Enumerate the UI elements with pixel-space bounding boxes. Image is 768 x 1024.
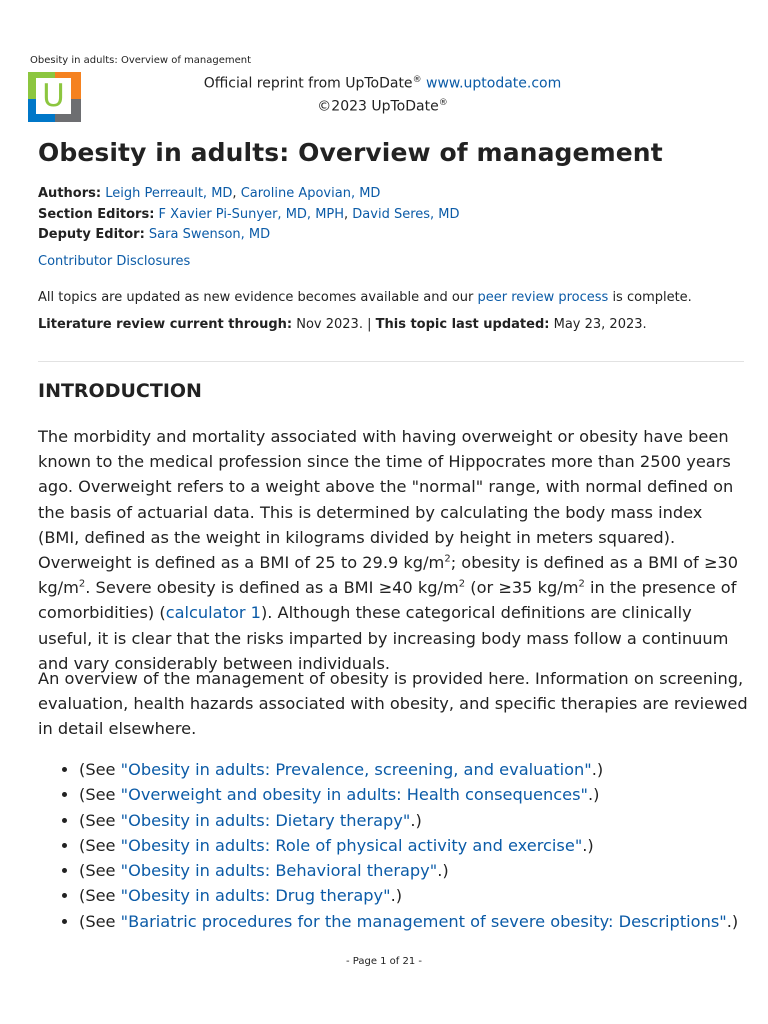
list-item: • (See "Obesity in adults: Dietary therapy".) (79, 808, 738, 833)
copyright-text: ©2023 UpToDate (317, 98, 439, 115)
peer-review-link[interactable]: peer review process (477, 290, 609, 305)
editor-link[interactable]: David Seres, MD (352, 206, 460, 222)
author-link[interactable]: Leigh Perreault, MD (105, 186, 233, 201)
list-item: • (See "Bariatric procedures for the management of severe obesity: Descriptions".) (79, 909, 738, 934)
uptodate-logo (28, 72, 81, 122)
deputy-editor-row (38, 225, 460, 246)
section-heading: INTRODUCTION (38, 380, 202, 402)
reprint-text: Official reprint from UpToDate (203, 75, 413, 92)
see-also-link[interactable]: "Obesity in adults: Drug therapy" (120, 886, 391, 906)
page-footer: - Page 1 of 21 - (345, 956, 423, 967)
editor-link[interactable]: F Xavier Pi-Sunyer, MD, MPH (158, 206, 345, 222)
registered-mark-2: ® (438, 97, 448, 108)
divider (38, 361, 744, 362)
lit-review-value: Nov 2023. | (292, 317, 376, 332)
see-also-link[interactable]: "Obesity in adults: Prevalence, screening, and evaluation" (120, 760, 592, 779)
see-also-link[interactable]: "Obesity in adults: Role of physical activity and exercise" (120, 835, 583, 855)
list-item: • (See "Overweight and obesity in adults: Health consequences".) (79, 782, 738, 807)
authors-label: Authors: (38, 186, 102, 201)
see-also-link[interactable]: "Overweight and obesity in adults: Health consequences" (120, 785, 588, 805)
running-head: Obesity in adults: Overview of management (30, 55, 252, 66)
lit-review-label: Literature review current through: (38, 317, 293, 332)
reprint-notice (150, 71, 615, 116)
update-note-suffix: is complete. (608, 290, 692, 305)
overview-paragraph: An overview of the management of obesity is provided here. Information on screening, evaluation, health hazards associated with obesity, and specific therapies are reviewed in detail elsewhere. (38, 669, 748, 739)
author-link[interactable]: Caroline Apovian, MD (240, 186, 381, 201)
review-dates (38, 317, 647, 332)
see-also-link[interactable]: "Obesity in adults: Dietary therapy" (120, 810, 411, 830)
uptodate-site-link[interactable]: www.uptodate.com (426, 75, 562, 92)
last-updated-value: May 23, 2023. (549, 317, 647, 332)
deputy-editor-label: Deputy Editor: (38, 227, 145, 242)
list-item: • (See "Obesity in adults: Prevalence, screening, and evaluation".) (79, 757, 738, 782)
contributor-disclosures-link[interactable]: Contributor Disclosures (38, 254, 191, 269)
update-note (38, 290, 692, 305)
registered-mark: ® (412, 75, 422, 85)
calculator-link[interactable]: calculator 1 (165, 603, 261, 623)
list-item: • (See "Obesity in adults: Role of physical activity and exercise".) (79, 833, 738, 858)
deputy-editor-link[interactable]: Sara Swenson, MD (148, 227, 271, 242)
logo-letter: U (42, 78, 65, 114)
section-editors-label: Section Editors: (38, 206, 155, 222)
list-item: • (See "Obesity in adults: Behavioral therapy".) (79, 858, 738, 883)
see-also-link[interactable]: "Bariatric procedures for the management of severe obesity: Descriptions" (120, 911, 727, 931)
topic-credits (38, 184, 460, 246)
authors-row: Authors: Leigh Perreault, MD, Caroline Apovian, MD (38, 186, 381, 201)
see-also-list (58, 757, 738, 934)
page-title: Obesity in adults: Overview of management (38, 138, 663, 167)
section-editors-row: Section Editors: F Xavier Pi-Sunyer, MD, MPH, David Seres, MD (38, 206, 460, 222)
see-also-link[interactable]: "Obesity in adults: Behavioral therapy" (120, 861, 438, 881)
list-item: • (See "Obesity in adults: Drug therapy".) (79, 883, 738, 908)
last-updated-label: This topic last updated: (375, 317, 550, 332)
intro-paragraph: The morbidity and mortality associated with having overweight or obesity have been known to the medical profession since the time of Hippocrates more than 2500 years ago. Overweight refers to a weight above the "normal" range, with normal defined on the basis of actuarial data. This is determined by calculating the body mass index (BMI, defined as the weight in kilograms divided by height in meters squared). Overweight is defined as a BMI of 25 to 29.9 $kg/m^2$; obesity is defined as a BMI of ≥30 $kg/m^2$. Severe obesity is defined as a BMI ≥40 $kg/m^2$ (or ≥35 $kg/m^2$ in the presence of comorbidities) (calculator 1). Although these categorical definitions are clinically useful, it is clear that the risks imparted by increasing body mass follow a continuum and vary considerably between individuals. (38, 427, 739, 673)
update-note-prefix: All topics are updated as new evidence becomes available and our (38, 290, 478, 305)
